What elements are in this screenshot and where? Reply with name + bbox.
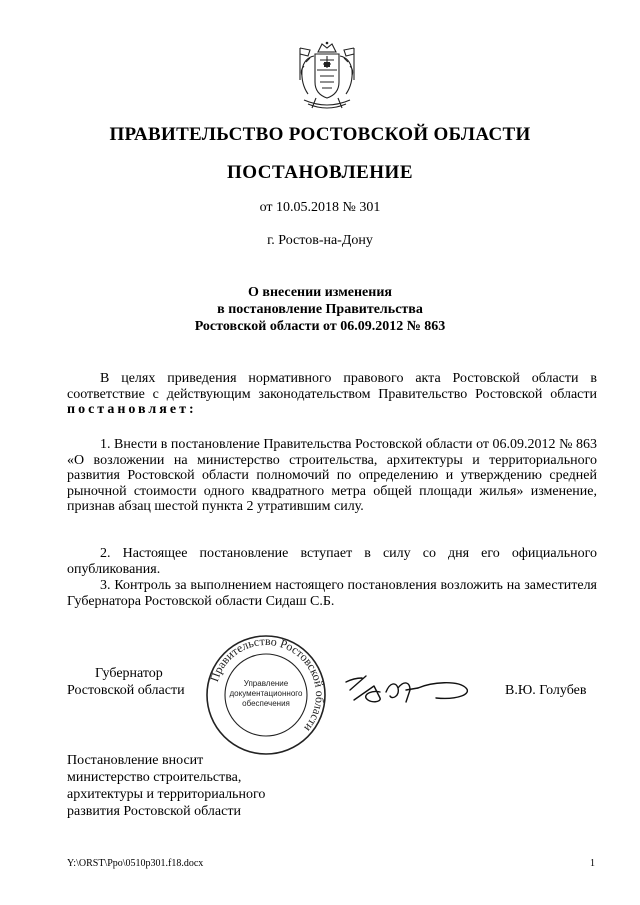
subject-line-1: О внесении изменения [248,285,392,300]
submitter-line-2: министерство строительства, [67,770,242,785]
preamble-paragraph [67,371,597,418]
submitter-line-3: архитектуры и территориального [67,787,266,802]
submitter-note [67,752,265,820]
document-date-number: от 10.05.2018 № 301 [259,200,381,215]
signer-position-line-2: Ростовской области [67,683,185,698]
coat-of-arms-icon [296,40,358,116]
point-1: 1. Внести в постановление Правительства Ростовской области от 06.09.2012 № 863 «О возложении на министерство строительства, архитектуры и территориального развития Ростовской области полномочий по определению и утверждению средней рыночной стоимости одного квадратного метра общей площади жилья» изменение, признав абзац шестой пункта 2 утратившим силу. [67,437,597,515]
point-2: 2. Настоящее постановление вступает в силу со дня его официального опубликования. [67,546,597,577]
signer-name: В.Ю. Голубев [505,683,587,698]
footer-page-number: 1 [590,858,595,869]
submitter-line-4: развития Ростовской области [67,804,241,819]
stamp-outer-text: Правительство Ростовской области [207,634,328,735]
decree-word: постановляет: [67,402,197,418]
handwritten-signature [340,668,475,713]
document-type: ПОСТАНОВЛЕНИЕ [226,162,414,183]
signer-position-line-1: Губернатор [95,666,163,681]
document-city: г. Ростов-на-Дону [267,233,373,248]
official-stamp [200,634,332,756]
point-3: 3. Контроль за выполнением настоящего постановления возложить на заместителя Губернатора Ростовской области Сидаш С.Б. [67,578,597,609]
subject-line-3: Ростовской области от 06.09.2012 № 863 [194,319,446,334]
organization-name: ПРАВИТЕЛЬСТВО РОСТОВСКОЙ ОБЛАСТИ [109,124,531,145]
stamp-inner-line-1: Управление [243,679,289,688]
stamp-inner-line-2: документационного [229,689,303,698]
preamble-text: В целях приведения нормативного правового акта Ростовской области в соответствие с действующим законодательством Правительство Ростовской области [67,371,597,402]
document-subject [0,284,640,335]
footer-file-path: Y:\ORST\Ppo\0510p301.f18.docx [67,858,204,869]
stamp-inner-line-3: обеспечения [242,699,290,708]
submitter-line-1: Постановление вносит [67,753,204,768]
subject-line-2: в постановление Правительства [217,302,423,317]
